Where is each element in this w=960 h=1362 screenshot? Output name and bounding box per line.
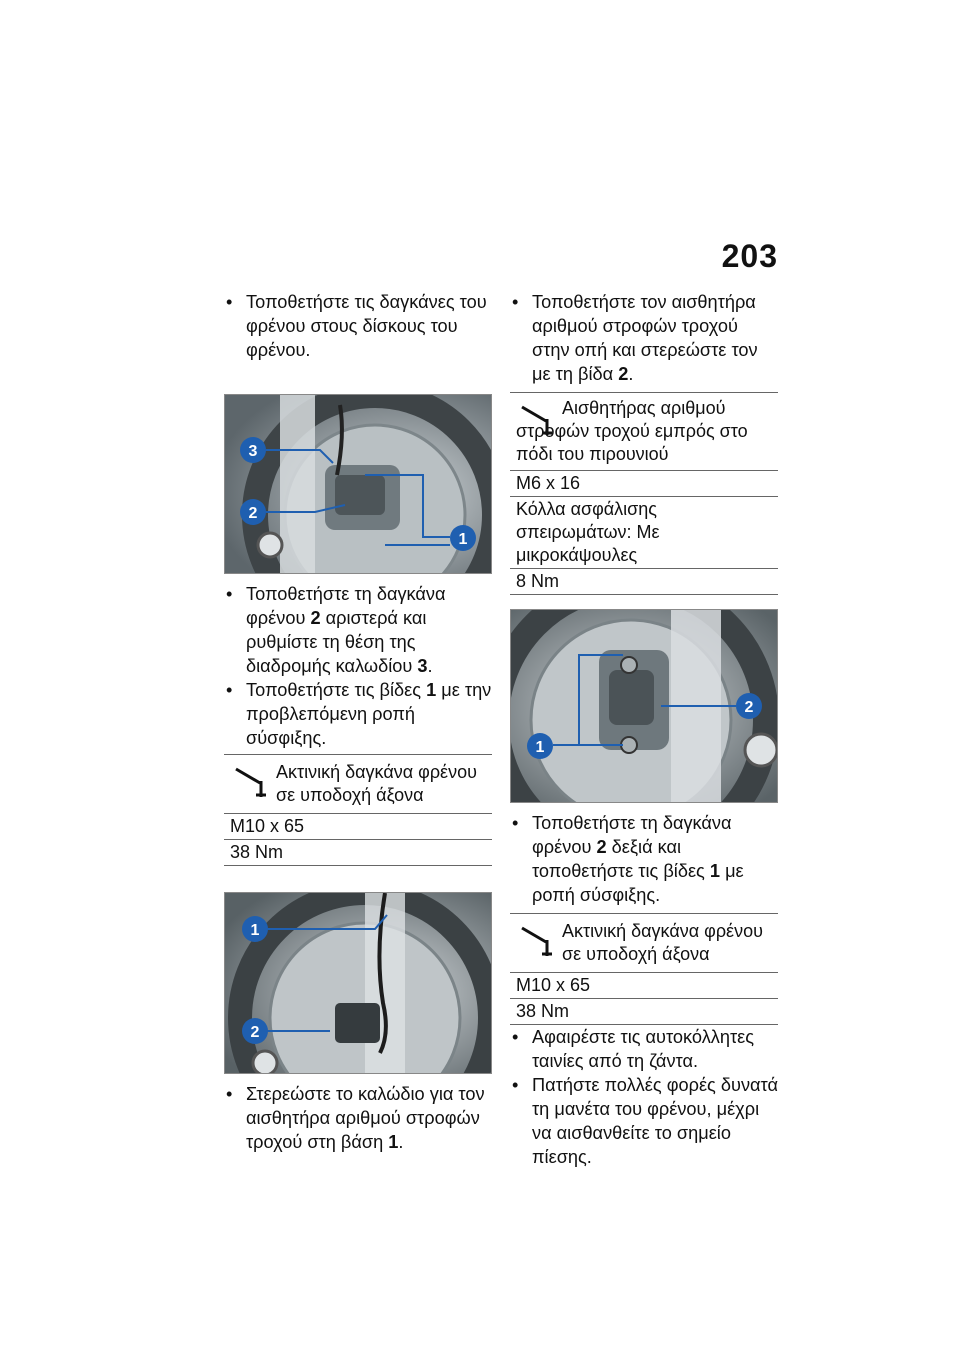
step-place-left-caliper: • Τοποθετήστε τη δαγκάνα φρένου 2 αριστερά και ρυθμίστε τη θέση της διαδρομής καλωδίου 3.	[224, 582, 492, 678]
page-number: 203	[721, 238, 778, 274]
svg-text:2: 2	[744, 699, 754, 716]
step-pump-brake: • Πατήστε πολλές φορές δυνατά τη μανέτα του φρένου, μέχρι να αισθανθείτε το σημείο πίεσης.	[510, 1073, 778, 1169]
photo-right-caliper	[510, 609, 778, 803]
spec-row: M10 x 65	[224, 813, 492, 839]
spec-row: 8 Nm	[510, 568, 778, 594]
photo-left-caliper	[224, 394, 492, 574]
left-column	[224, 290, 492, 1154]
spec-heading: Αισθητήρας αριθμού στροφών τροχού εμπρός στο πόδι του πιρουνιού	[516, 398, 748, 464]
step-place-right-caliper: • Τοποθετήστε τη δαγκάνα φρένου 2 δεξιά και τοποθετήστε τις βίδες 1 με ροπή σύσφιξης.	[510, 811, 778, 907]
step-tighten-screws: • Τοποθετήστε τις βίδες 1 με την προβλεπόμενη ροπή σύσφιξης.	[224, 678, 492, 750]
spec-heading: Ακτινική δαγκάνα φρένου σε υποδοχή άξονα	[224, 755, 492, 813]
wrench-icon	[232, 761, 270, 799]
step-place-calipers: • Τοποθετήστε τις δαγκάνες του φρένου στους δίσκους του φρένου.	[224, 290, 492, 362]
sensor-spec-table	[510, 392, 778, 595]
wrench-icon	[518, 399, 556, 437]
svg-text:1: 1	[535, 739, 545, 756]
torque-spec-table	[224, 754, 492, 866]
svg-text:1: 1	[250, 922, 260, 939]
svg-text:2: 2	[248, 505, 258, 522]
svg-text:3: 3	[248, 443, 258, 460]
step-fasten-cable: • Στερεώστε το καλώδιο για τον αισθητήρα αριθμού στροφών τροχού στη βάση 1.	[224, 1082, 492, 1154]
step-remove-tapes: • Αφαιρέστε τις αυτοκόλλητες ταινίες από τη ζάντα.	[510, 1025, 778, 1073]
svg-text:2: 2	[250, 1024, 260, 1041]
spec-row: 38 Nm	[510, 998, 778, 1024]
torque-spec-table	[510, 913, 778, 1025]
wrench-icon	[518, 920, 556, 958]
photo-sensor-cable	[224, 892, 492, 1074]
spec-row: M6 x 16	[510, 470, 778, 496]
step-place-sensor: • Τοποθετήστε τον αισθητήρα αριθμού στροφών τροχού στην οπή και στερεώστε τον με τη βίδα 2.	[510, 290, 778, 386]
spec-row: M10 x 65	[510, 972, 778, 998]
right-column	[510, 290, 778, 1169]
spec-row: Κόλλα ασφάλισης σπειρωμάτων: Με μικροκάψουλες	[510, 496, 778, 568]
spec-row: 38 Nm	[224, 839, 492, 865]
svg-text:1: 1	[458, 531, 468, 548]
spec-heading: Ακτινική δαγκάνα φρένου σε υποδοχή άξονα	[510, 914, 778, 972]
